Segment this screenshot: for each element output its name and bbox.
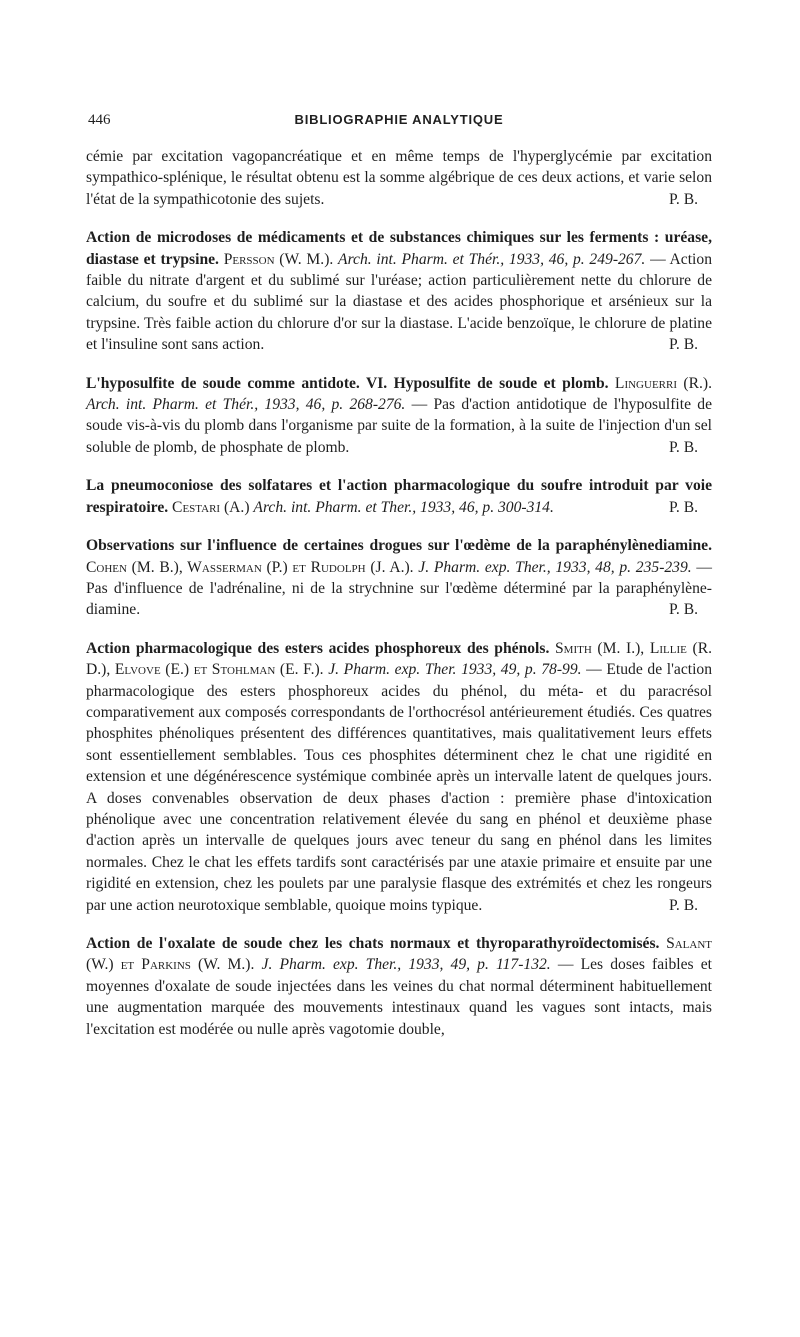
intro-paragraph	[86, 146, 712, 210]
entry-body: — Action faible du nitrate d'argent et du sublimé sur l'uréase; action particulièrement nette du chlorure de calcium, du soufre et du sublimé sur la diastase et des acides phosphorique et arsénieux sur la trypsine. Très faible action du chlorure d'or sur la diastase. L'acide benzoïque, le chlorure de platine et l'insuline sont sans action.	[86, 250, 712, 354]
entry-title: Observations sur l'influence de certaines drogues sur l'œdème de la paraphénylènediamine.	[86, 537, 712, 555]
page-number: 446	[88, 112, 111, 128]
entry-body: — Etude de l'action pharmacologique des esters phosphoreux acides du phénol, du méta- et du paracrésol comparativement aux composés correspondants de l'orthocrésol antérieurement étudiés. Ces quatres phosphites phénoliques présentent des différences quantitatives, mais qualitativement leurs effets sont essentiellement semblables. Tous ces phosphites déterminent chez le chat une rigidité en extension et une dégénérescence systémique combinée après un intervalle latent de quelques jours. A doses convenables observation de deux phases d'action : première phase d'intoxication phénolique avec une concentration relativement élevée du sang en phénol et deuxième phase d'action après un intervalle de quelques jours avec teneur du sang en phénol dans les limites normales. Chez le chat les effets tardifs sont caractérisés par une ataxie primaire et ensuite par une rigidité en extension, chez les poulets par une paralysie flasque des extrémités et chez les rongeurs par une action neurotoxique semblable, quoique moins typique.	[86, 661, 712, 914]
entry-body: — Les doses faibles et moyennes d'oxalate de soude injectées dans les veines du chat normal déterminent habituellement une augmentation marquée des mouvements intestinaux quand les vagues sont intacts, mais l'excitation est modérée ou nulle après vagotomie double,	[86, 956, 712, 1038]
entry-title: Action pharmacologique des esters acides phosphoreux des phénols.	[86, 639, 550, 657]
bibliography-entry	[86, 638, 712, 916]
bibliography-entry	[86, 227, 712, 355]
entry-authors: Linguerri (R.).	[614, 374, 712, 392]
entry-body: — Pas d'action antidotique de l'hyposulfite de soude vis-à-vis du plomb dans l'organisme par suite de la formation, à la suite de l'injection d'un sel soluble de plomb, de phosphate de plomb.	[86, 396, 712, 456]
bibliography-entry	[86, 933, 712, 1040]
signature: P. B.	[668, 498, 698, 516]
entry-body: — Pas d'influence de l'adrénaline, ni de la strychnine sur l'œdème déterminé par la paraphénylène-diamine.	[86, 558, 712, 619]
bibliography-entry	[86, 373, 712, 459]
signature: P. B.	[668, 438, 698, 456]
signature: P. B.	[668, 190, 698, 208]
bibliography-entry	[86, 535, 712, 621]
entry-authors: Cohen (M. B.), Wasserman (P.) et Rudolph (J. A.).	[86, 558, 414, 576]
intro-text: cémie par excitation vagopancréatique et en même temps de l'hyperglycémie par excitation sympathico-splénique, le résultat obtenu est la somme algébrique de ces deux actions, et varie selon l'état de la sympathicotonie des sujets.	[86, 148, 712, 208]
page-header	[86, 112, 712, 134]
entry-title: La pneumoconiose des solfatares et l'action pharmacologique du soufre introduit par voie respiratoire.	[86, 477, 712, 516]
entry-title: L'hyposulfite de soude comme antidote. VI. Hyposulfite de soude et plomb.	[86, 374, 609, 392]
entry-citation: J. Pharm. exp. Ther. 1933, 49, p. 78-99.	[328, 661, 582, 679]
entry-citation: J. Pharm. exp. Ther., 1933, 48, p. 235-239.	[418, 558, 692, 576]
entry-title: Action de microdoses de médicaments et de substances chimiques sur les ferments : uréase, diastase et trypsine.	[86, 229, 712, 268]
entry-authors: Salant (W.) et Parkins (W. M.).	[86, 935, 713, 974]
bibliography-entry	[86, 475, 712, 518]
signature: P. B.	[668, 896, 698, 914]
entry-citation: Arch. int. Pharm. et Ther., 1933, 46, p. 300-314.	[253, 498, 554, 516]
signature: P. B.	[668, 336, 698, 354]
entry-title: Action de l'oxalate de soude chez les chats normaux et thyroparathyroïdectomisés.	[86, 935, 660, 952]
entry-authors: Cestari (A.)	[172, 498, 250, 516]
entry-citation: J. Pharm. exp. Ther., 1933, 49, p. 117-132.	[261, 956, 551, 974]
running-title: BIBLIOGRAPHIE ANALYTIQUE	[294, 112, 504, 127]
entry-authors: Smith (M. I.), Lillie (R. D.), Elvove (E.) et Stohlman (E. F.).	[86, 639, 713, 679]
page	[86, 112, 712, 1040]
entry-citation: Arch. int. Pharm. et Thér., 1933, 46, p. 268-276.	[86, 396, 406, 414]
entry-citation: Arch. int. Pharm. et Thér., 1933, 46, p. 249-267.	[338, 250, 646, 268]
entry-authors: Persson (W. M.).	[223, 250, 334, 268]
signature: P. B.	[668, 601, 698, 619]
